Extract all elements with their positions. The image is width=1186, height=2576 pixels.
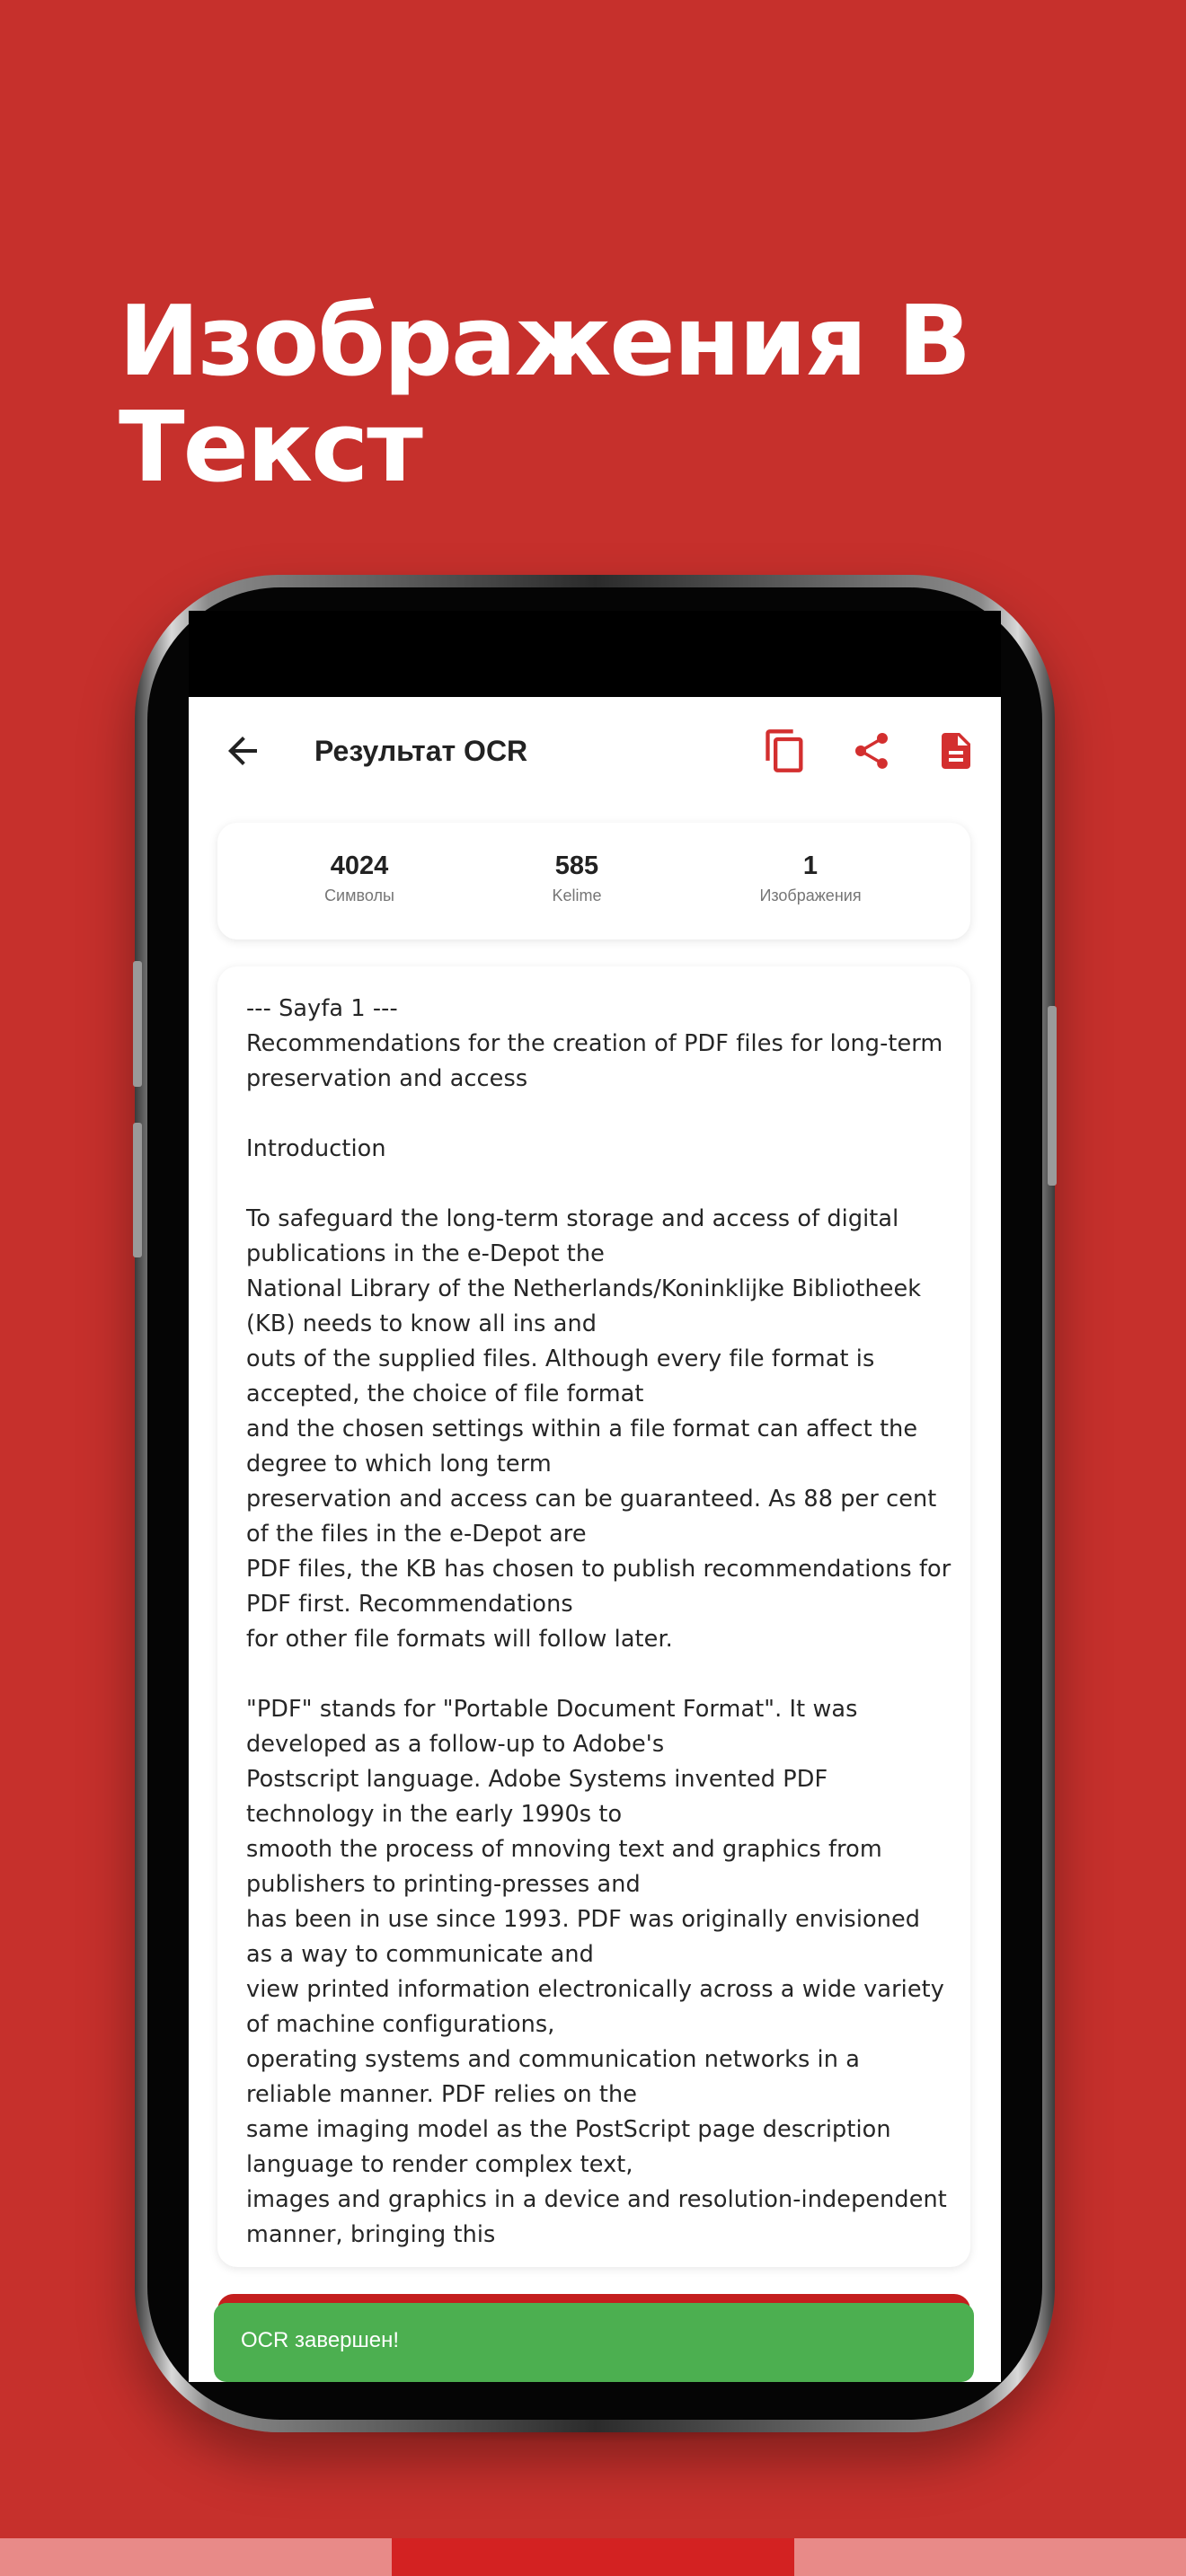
stat-label: Символы [324, 887, 394, 904]
stats-card [217, 823, 970, 940]
stat-characters [270, 850, 449, 907]
phone-side-button [133, 1123, 142, 1257]
page-indicator-inactive [794, 2538, 1186, 2576]
stat-label: Изображения [759, 887, 862, 904]
promo-headline [119, 286, 1107, 504]
export-document-button[interactable] [931, 726, 981, 776]
copy-icon [762, 728, 809, 774]
copy-button[interactable] [760, 726, 810, 776]
ocr-result-card[interactable] [217, 966, 970, 2267]
status-bar [189, 611, 1001, 697]
page-indicator-inactive [0, 2538, 392, 2576]
snackbar [214, 2303, 974, 2382]
share-icon [850, 729, 893, 772]
phone-power-button [1048, 1006, 1057, 1186]
phone-side-button [133, 961, 142, 1087]
stat-words [487, 850, 667, 907]
stat-label: Kelime [552, 887, 602, 904]
snackbar-message: OCR завершен! [241, 2328, 400, 2352]
promo-headline-line2: Текст [119, 392, 421, 504]
share-button[interactable] [846, 726, 897, 776]
document-icon [934, 729, 978, 772]
stat-value: 585 [554, 851, 599, 880]
app-bar [189, 697, 1001, 805]
stat-value: 4024 [330, 851, 389, 880]
promo-headline-line1: Изображения В [119, 286, 970, 398]
ocr-result-text[interactable]: --- Sayfa 1 --- Recommendations for the creation of PDF files for long-term preservation and access Introduction To safeguard the long-term storage and access of digital publications in the e-Depot the National Library of the Netherlands/Koninklijke Bibliotheek (KB) needs to know all ins and outs of the supplied files. Although every file format is accepted, the choice of file format and the chosen settings within a file format can affect the degree to which long term preservation and access can be guaranteed. As 88 per cent of the files in the e-Depot are PDF files, the KB has chosen to publish recommendations for PDF first. Recommendations for other file formats will follow later. "PDF" stands for "Portable Document Format". It was developed as a follow-up to Adobe's Postscript language. Adobe Systems invented PDF technology in the early 1990s to smooth the process of mnoving text and graphics from publishers to printing-presses and has been in use since 1993. PDF was originally envisioned as a way to communicate and view printed information electronically across a wide variety of machine configurations, operating systems and communication networks in a reliable manner. PDF relies on the same imaging model as the PostScript page description language to render complex text, images and graphics in a device and resolution-independent manner, bringing this [246, 995, 951, 2248]
arrow-back-icon [221, 729, 264, 772]
page-title: Результат OCR [314, 735, 528, 767]
app-screen [189, 697, 1001, 2382]
stat-images [721, 850, 900, 907]
page-indicator-active [392, 2538, 794, 2576]
phone-screen [189, 611, 1001, 2382]
stat-value: 1 [802, 851, 819, 880]
back-button[interactable] [221, 729, 264, 772]
